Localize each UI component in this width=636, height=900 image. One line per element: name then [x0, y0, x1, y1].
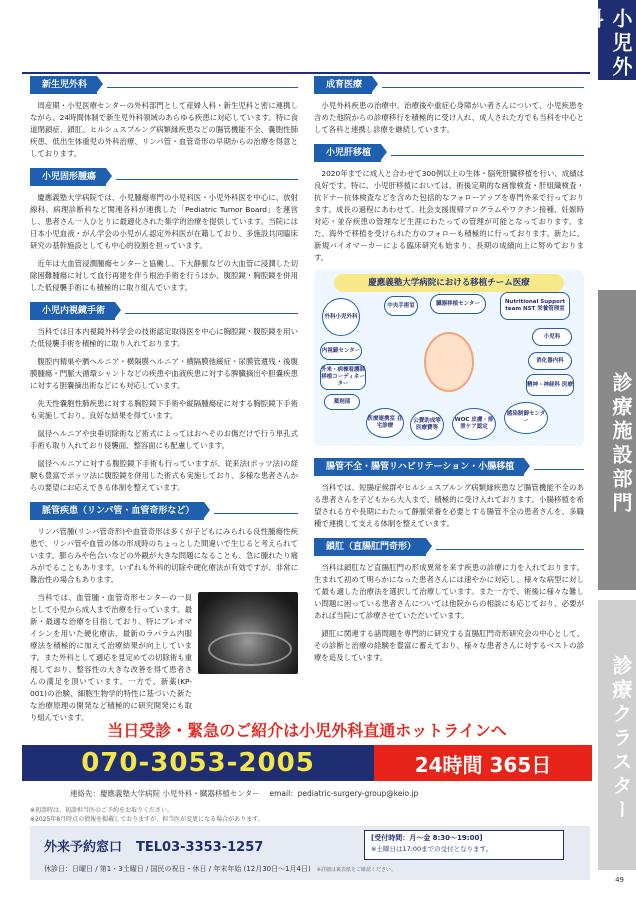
transplant-team-diagram	[314, 270, 584, 446]
diagram-node: 小児科	[532, 328, 572, 346]
reception-hours	[364, 830, 564, 860]
paragraph: 腹腔内精巣や臍ヘルニア・横隔膜ヘルニア・横隔膜弛緩症・尿膜管遺残・後腹膜腫瘍・門脈大循環シャントなどの疾患や血液疾患に対する脾臓摘出や胆嚢疾患に対する胆嚢摘出術などにも対応しています。	[30, 357, 298, 390]
hotline-banner	[22, 718, 592, 781]
diagram-node: Nutritional Support team NST 栄養管理室	[500, 292, 570, 320]
page-number: 49	[615, 876, 624, 884]
section-header	[30, 74, 298, 100]
reservation-label: 外来予約窓口	[44, 840, 123, 855]
section-header	[30, 500, 298, 526]
closed-days	[44, 864, 396, 874]
section-title: 腸管不全・腸管リハビリテーション・小腸移植	[314, 458, 524, 476]
diagram-node: 感染制御センター	[504, 402, 548, 434]
paragraph: 当科では日本内視鏡外科学会の技術認定取得医を中心に胸腔鏡・腹腔鏡を用いた低侵襲手術を積極的に取り入れております。	[30, 327, 298, 348]
paragraph: 先天性嚢胞性肺疾患に対する胸腔鏡下手術や縦隔腫瘍症に対する胸腔鏡下手術も実施しており、良好な結果を得ています。	[30, 399, 298, 420]
section-title: 成育医療	[314, 76, 372, 94]
paragraph: 慶應義塾大学病院では、小児腫瘍専門の小児科医・小児外科医を中心に、放射線科、病理診断科など関連各科が連携した「Pediatric Tumor Board」を運営し、患者さん一人ひとりに最適化された集学的治療を提供しています。当院には日本小児血液・がん学会の小児がん認定外科医が在籍しており、多施設共同臨床研究の基幹施設としても中心的役割を担っています。	[30, 193, 298, 250]
section-header	[30, 166, 298, 192]
paragraph: 当科では、短腸症候群やヒルシュスプルング病類縁疾患など腸管機能不全のある患者さんを子どもから大人まで、積極的に受け入れております。小腸移植を希望される方や長期にわたって静脈栄養を必要とする腸管不全の患者さんを、多職種で連携して支える体制を整えています。	[314, 483, 584, 528]
paragraph: 鼠径ヘルニアに対する腹腔鏡下手術も行っていますが、従来法(ポッツ法)の経験も豊富でポッツ法に腹腔鏡を併用した術式も実施しており、多様な患者さんからの要望にお応えできる体制を整えています。	[30, 459, 298, 492]
diagram-node: 薬剤部	[324, 394, 360, 410]
note: ※初診時は、初診担当医のご予約をお取りください。	[30, 807, 174, 814]
section-header	[314, 142, 584, 168]
diagram-node: 精神・神経科 医療	[526, 374, 574, 396]
paragraph: 当科では、血管腫・血管奇形センターの一員として小児から成人まで治療を行っています。最新・最適な治療を目指しており、特にブレオマイシンを用いた硬化療法、最新のラパラム内服療法を積極的に加えて治療結果が向上しています。また外科として適応を見定めての切除術も重視しており、整容性の大きな改善を得て患者さんの満足を頂いています。一方で、新薬(KP-001)の治験、細胞生物学的特性に基づいた新たな治療原理の開発など積極的に研究開発にも取り組んでいます。	[30, 593, 193, 722]
tab-clinical-cluster: 診療クラスター	[598, 600, 636, 870]
ultrasound-image	[198, 592, 298, 674]
section-title: 鎖肛（直腸肛門奇形）	[314, 538, 426, 556]
left-column	[30, 70, 298, 730]
right-column	[314, 70, 584, 670]
reception-hours-note: ※土曜日は17:00までの受付となります。	[371, 845, 493, 853]
closed-days-text: 休診日：日曜日 / 第1・3土曜日 / 国民の祝日・休日 / 年末年始 (12月30日～1月4日)	[44, 865, 311, 873]
child-illustration	[424, 332, 474, 392]
section-title: 小児内視鏡手術	[30, 302, 115, 320]
diagram-node: 臓器移植センター	[430, 294, 486, 314]
paragraph: リンパ管腫(リンパ管奇形)や血管奇形は多くが子どもにみられる良性腫瘍性疾患で、リンパ管や血管の体の形成時のちょっとした間違いで生じると考えられています。膨らみや色合いなどの外観が大きな問題になることも、急に腫れたり痛みがでることもあります。いずれも外科的切除や硬化療法が有効ですが、非常に難治性の場合もあります。	[30, 527, 298, 584]
diagram-node: 公費助成等 医療費等	[410, 410, 444, 440]
diagram-node: WOC 皮膚・排泄ケア認定	[452, 408, 496, 440]
reservation-line	[44, 836, 263, 855]
section-title: 新生児外科	[30, 76, 97, 94]
paragraph: 周産期・小児医療センターの外科部門として産婦人科・新生児科と密に連携しながら、24時間体制で新生児外科領域のあらゆる疾患に対応しています。特に食道閉鎖症、鎖肛、ヒルシュスプルング病類縁疾患などの腸管機能不全、嚢胞性肺疾患、低出生体重児の外科治療、リンパ管・血管奇形の早期からの治療を得意としております。	[30, 101, 298, 158]
tab-clinical-facilities: 診療施設部門	[598, 290, 636, 590]
diagram-node: 外来・病棟看護師 移植コーディネーター	[320, 364, 366, 390]
closed-days-note: ※詳細は裏表紙をご確認ください。	[316, 867, 396, 873]
section-header	[314, 456, 584, 482]
diagram-title: 慶應義塾大学病院における移植チーム医療	[334, 274, 564, 292]
paragraph: 小児外科疾患の治療中、治療後や重症心身障がい者さんについて、小児疾患を含めた他院からの診療移行を積極的に受け入れ、成人された方でも当科を中心として各科と連携し診療を継続しています。	[314, 101, 584, 134]
paragraph: 近年は大血管浸潤腫瘍センターと協働し、下大静脈などの大血管に浸潤した切除困難腫瘍に対して血行再建を伴う根治手術を行うほか、腹腔鏡・胸腔鏡を併用した低侵襲手術にも積極的に取り組んでいます。	[30, 259, 298, 292]
contact-line: 連絡先：慶應義塾大学病院 小児外科・臓器移植センター email：pediatric-surgery-group@keio.jp	[70, 789, 419, 798]
diagram-node: 内視鏡センター	[320, 342, 362, 360]
section-header	[314, 74, 584, 100]
paragraph: 2020年までに成人と合わせて300例以上の生体・脳死肝臓移植を行い、成績は良好です。特に、小児肝移植においては、術後定期的な画像検査・肝組織検査・抗ドナー抗体検査などを含めた包括的なフォローアップを専門外来で行っております。成長の過程にあわせて、社会支援復帰プログラムやワクチン接種、妊娠時対応・並存疾患の管理など生涯にわたっての管理が可能となっております。また、海外で移植を受けられた方のフォローも積極的に行っております。新たに、新規バイオマーカーによる臨床研究も始まり、長期の成績向上に努めております。	[314, 169, 584, 262]
paragraph: 当科は鎖肛など直腸肛門の形成異常を来す疾患の診療に力を入れております。生まれて初めて明らかになった患者さんには速やかに対応し、様々な病型に対して最も適した治療法を選択して治療しています。また一方で、術後に様々な難しい問題に困っている患者さんについては他院からの相談にも応じており、必要があれば当院にて診療させていただいています。	[314, 563, 584, 620]
reception-hours-main: [受付時間：月～金 8:30～19:00]	[371, 834, 483, 842]
diagram-node: 中央手術室	[384, 296, 418, 316]
section-header	[30, 300, 298, 326]
reservation-tel[interactable]: TEL03-3353-1257	[136, 840, 264, 855]
note: ※2025年8月時点の情報を掲載しておりますが、担当医が変更になる場合があります。	[30, 816, 264, 823]
diagram-node: 医療連携室 在宅診療	[366, 408, 404, 438]
section-title: 小児固形腫瘍	[30, 168, 106, 186]
reservation-box	[30, 826, 590, 880]
diagram-node: 外科小児外科	[322, 298, 360, 336]
diagram-node: 消化器内科	[528, 352, 572, 370]
section-title: 小児肝移植	[314, 144, 381, 162]
hotline-hours: 24時間 365日	[374, 745, 592, 781]
hotline-heading: 当日受診・緊急のご紹介は小児外科直通ホットラインへ	[107, 721, 507, 740]
tab-pediatric-surgery: 小児外科	[598, 0, 636, 80]
paragraph: 鎖肛に関連する諸問題を専門的に研究する直腸肛門奇形研究会の中心として、その診断と治療の経験を豊富に蓄えており、様々な患者さんに対するベストの診療を追及しています。	[314, 629, 584, 662]
section-title: 脈管疾患（リンパ管・血管奇形など）	[30, 502, 204, 520]
paragraph: 鼠径ヘルニアや虫垂切除術など術式によってはおヘそのお傷だけで行う単孔式手術も取り入れており侵襲面、整容面にも配慮しています。	[30, 429, 298, 450]
ultrasound-block	[30, 592, 298, 730]
section-header	[314, 536, 584, 562]
notes	[30, 806, 264, 824]
hotline-phone[interactable]: 070-3053-2005	[22, 745, 374, 781]
